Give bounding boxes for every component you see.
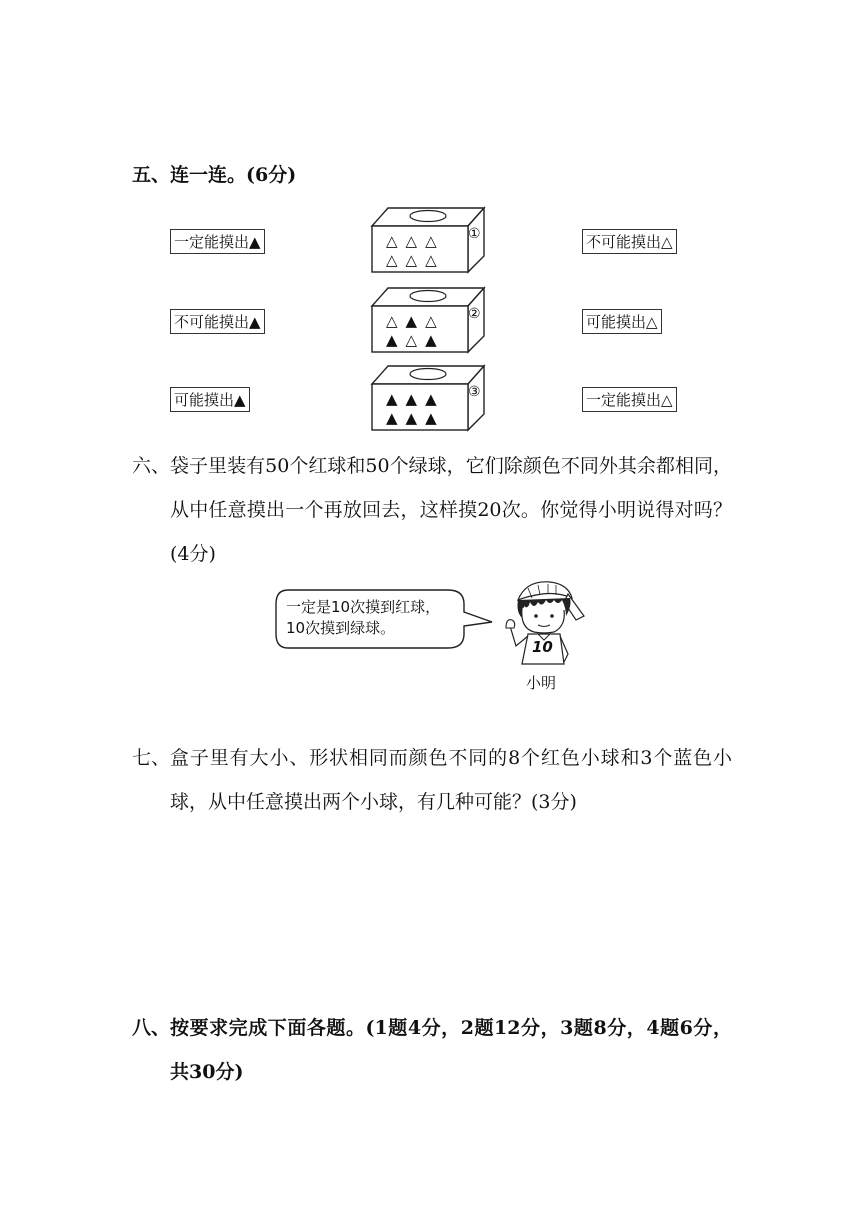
shape: △ (386, 251, 406, 269)
bubble-line-1: 一定是10次摸到红球， (286, 598, 441, 616)
q7-number: 七、 (132, 747, 171, 769)
bubble-line-2: 10次摸到绿球。 (286, 619, 396, 637)
left-label-1: 一定能摸出▲ (170, 229, 265, 254)
shape: ▲ (405, 409, 426, 427)
box-3-number: ③ (468, 384, 481, 400)
q6-block (132, 444, 732, 576)
shape: ▲ (386, 390, 406, 408)
box-1-shapes (386, 232, 456, 270)
shape: △ (425, 232, 445, 250)
right-label-1: 不可能摸出△ (582, 229, 677, 254)
shape: △ (425, 251, 445, 269)
xiaoming-figure (498, 576, 590, 672)
q7-block (132, 736, 732, 824)
box-3-shapes (386, 390, 456, 428)
left-label-3: 可能摸出▲ (170, 387, 250, 412)
bubble-text (286, 597, 440, 639)
shape: △ (386, 232, 406, 250)
shape: △ (425, 312, 445, 330)
shape: △ (386, 312, 406, 330)
shape: ▲ (405, 312, 426, 330)
right-label-2: 可能摸出△ (582, 309, 662, 334)
q7-text: 盒子里有大小、形状相同而颜色不同的8个红色小球和3个蓝色小球，从中任意摸出两个小球，有几种可能？(3分) (170, 747, 732, 813)
left-label-2: 不可能摸出▲ (170, 309, 265, 334)
box-1-number: ① (468, 226, 481, 242)
shape: ▲ (386, 409, 406, 427)
shape: ▲ (425, 409, 445, 427)
shape: ▲ (386, 331, 406, 349)
q6-number: 六、 (132, 455, 171, 477)
q6-text: 袋子里装有50个红球和50个绿球，它们除颜色不同外其余都相同，从中任意摸出一个再放回去，这样摸20次。你觉得小明说得对吗？(4分) (170, 455, 732, 565)
shirt-number: 10 (532, 638, 553, 656)
right-label-3: 一定能摸出△ (582, 387, 677, 412)
box-2-number: ② (468, 306, 481, 322)
character-name: 小明 (526, 674, 557, 692)
q5-title: 五、连一连。(6分) (132, 164, 297, 186)
q8-block (132, 1006, 732, 1094)
shape: ▲ (425, 390, 445, 408)
shape: △ (405, 331, 426, 349)
q8-number: 八、 (132, 1017, 171, 1039)
shape: ▲ (425, 331, 445, 349)
box-2-shapes (386, 312, 456, 350)
q8-text: 按要求完成下面各题。(1题4分，2题12分，3题8分，4题6分，共30分) (170, 1017, 732, 1083)
shape: ▲ (405, 390, 426, 408)
shape: △ (405, 251, 426, 269)
shape: △ (405, 232, 426, 250)
